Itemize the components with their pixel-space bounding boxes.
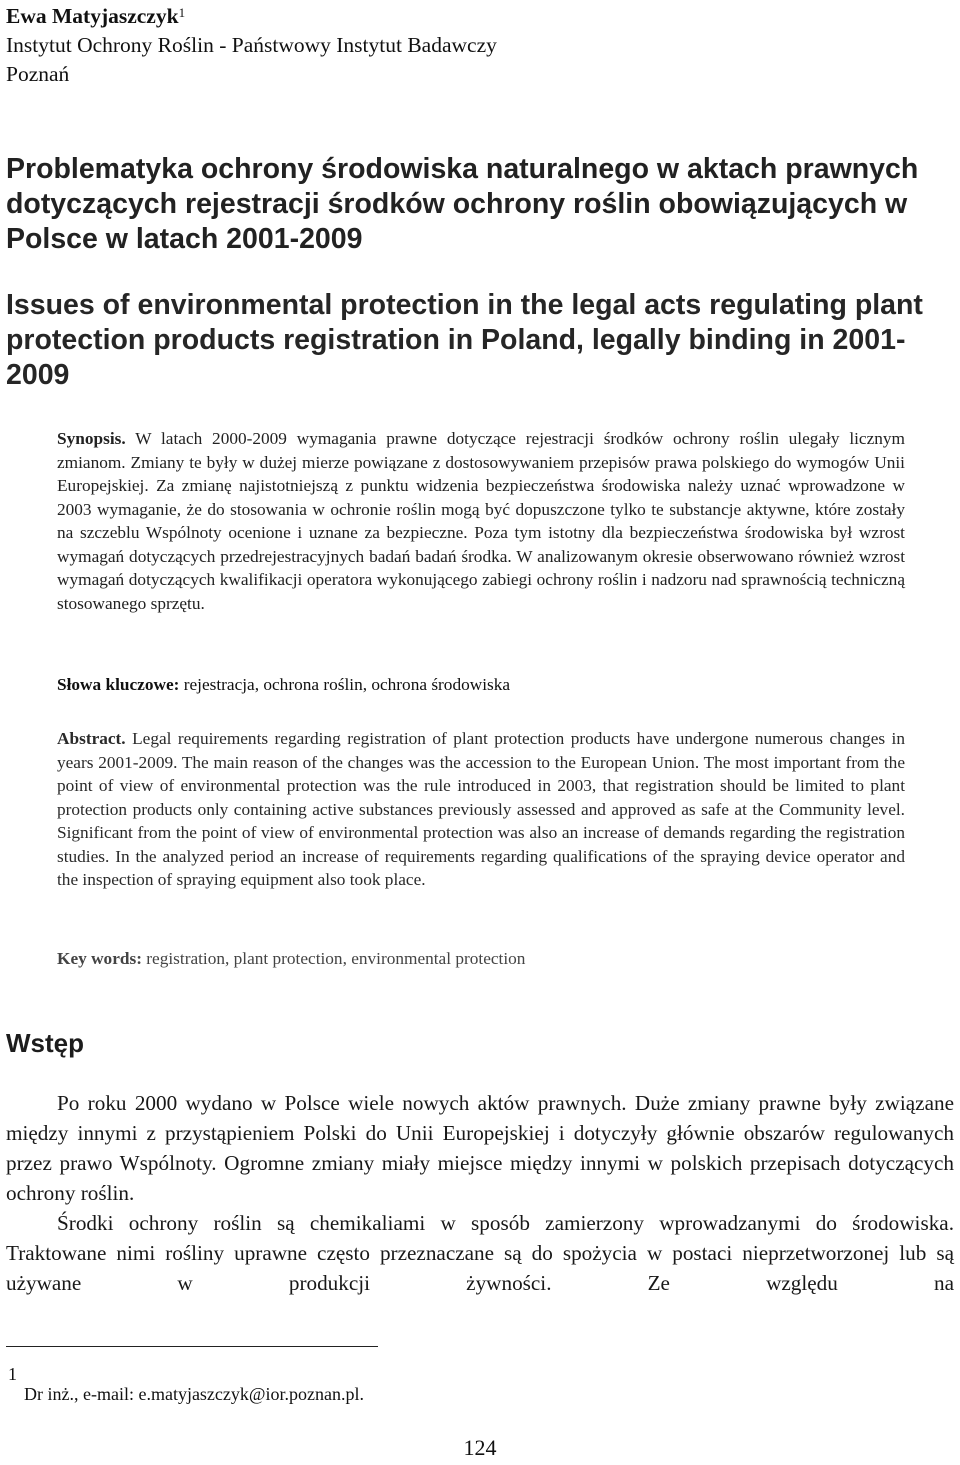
author-footnote-ref: 1	[178, 5, 186, 20]
keywords-polish	[57, 673, 905, 697]
keywords-polish-label: Słowa kluczowe:	[57, 675, 180, 694]
synopsis-text: W latach 2000-2009 wymagania prawne dotyczące rejestracji środków ochrony roślin ulegały licznym zmianom. Zmiany te były w dużej mierze powiązane z dostosowywaniem przepisów prawa polskiego do wymogów Unii Europejskiej. Za zmianę najistotniejszą z punktu widzenia bezpieczeństwa środowiska należy uznać wprowadzone w 2003 wymaganie, że do stosowania w ochronie roślin mogą być dopuszczone tylko te substancje aktywne, które zostały na szczeblu Wspólnoty ocenione i uznane za bezpieczne. Poza tym istotny dla bezpieczeństwa środowiska był wzrost wymagań dotyczących przedrejestracyjnych badań badań środka. W analizowanym okresie obserwowano również wzrost wymagań dotyczących kwalifikacji operatora wykonującego zabiegi ochrony roślin i nadzoru nad sprawnością techniczną stosowanego sprzętu.	[57, 429, 905, 613]
synopsis-paragraph	[57, 427, 905, 615]
page-number: 124	[463, 1435, 497, 1460]
section-heading: Wstęp	[6, 1028, 84, 1058]
keywords-english-text: registration, plant protection, environmental protection	[146, 949, 526, 968]
author-institute: Instytut Ochrony Roślin - Państwowy Instytut Badawczy	[6, 33, 497, 57]
footnote-text: Dr inż., e-mail: e.matyjaszczyk@ior.poznan.pl.	[24, 1384, 364, 1404]
author-name: Ewa Matyjaszczyk	[6, 4, 179, 28]
abstract-text: Legal requirements regarding registration of plant protection products have undergone numerous changes in years 2001-2009. The main reason of the changes was the accession to the European Union. The most important from the point of view of environmental protection was the rule introduced in 2003, that registration should be limited to plant protection products only containing active substances previously assessed and approved as safe at the Community level. Significant from the point of view of environmental protection was also an increase of demands regarding the registration studies. In the analyzed period an increase of requirements regarding qualifications of the spraying device operator and the inspection of spraying equipment also took place.	[57, 729, 905, 889]
title-english: Issues of environmental protection in the legal acts regulating plant protection products registration in Poland, legally binding in 2001-2009	[6, 289, 923, 391]
title-polish: Problematyka ochrony środowiska naturalnego w aktach prawnych dotyczących rejestracji środków ochrony roślin obowiązujących w Polsce w latach 2001-2009	[6, 153, 919, 255]
keywords-english	[57, 947, 905, 971]
abstract-label: Abstract.	[57, 729, 126, 748]
body-paragraph-2: Środki ochrony roślin są chemikaliami w sposób zamierzony wprowadzanymi do środowiska. Traktowane nimi rośliny uprawne często przeznaczane są do spożycia w postaci nieprzetworzonej lub są używane w produkcji żywności. Ze względu na	[6, 1211, 954, 1295]
synopsis-label: Synopsis.	[57, 429, 126, 448]
body-text	[6, 1088, 954, 1298]
keywords-english-label: Key words:	[57, 949, 142, 968]
keywords-polish-text: rejestracja, ochrona roślin, ochrona środowiska	[183, 675, 511, 694]
abstract-paragraph	[57, 727, 905, 892]
footnote-number: 1	[8, 1364, 17, 1384]
author-city: Poznań	[6, 62, 70, 86]
body-paragraph-1: Po roku 2000 wydano w Polsce wiele nowych aktów prawnych. Duże zmiany prawne były związane między innymi z przystąpieniem Polski do Unii Europejskiej i dotyczyły głównie obszarów regulowanych przez prawo Wspólnoty. Ogromne zmiany miały miejsce między innymi w polskich przepisach dotyczących ochrony roślin.	[6, 1091, 954, 1205]
footnote-divider	[6, 1346, 378, 1347]
author-block	[6, 2, 497, 89]
